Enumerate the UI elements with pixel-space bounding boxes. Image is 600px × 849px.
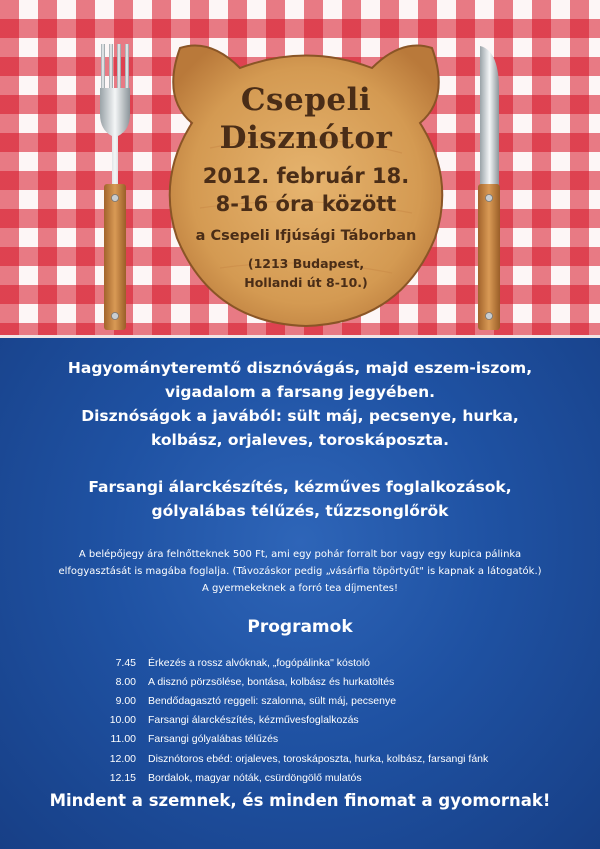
schedule-row — [108, 768, 548, 787]
schedule-time: 7.45 — [115, 656, 136, 669]
ticket-line: elfogyasztását is magába foglalja. (Távozáskor pedig „vásárfia töpörtyűt" is kapnak a látogatók.) — [58, 566, 542, 577]
pig-board — [150, 28, 462, 330]
schedule-desc: Farsangi álarckészítés, kézművesfoglalkozás — [148, 714, 359, 727]
title-line-1: Csepeli — [240, 82, 372, 118]
ticket-info — [20, 546, 580, 597]
schedule-desc: Farsangi gólyalábas télűzés — [148, 733, 279, 746]
activities-line: Farsangi álarckészítés, kézműves foglalkozások, — [88, 478, 512, 496]
schedule-row — [108, 653, 548, 672]
address-line-1: (1213 Budapest, — [247, 256, 365, 271]
activities-text — [0, 475, 600, 523]
schedule-row — [108, 672, 548, 691]
schedule-time: 11.00 — [110, 733, 136, 746]
schedule-time: 9.00 — [115, 694, 136, 707]
knife-icon — [472, 46, 506, 330]
schedule-time: 8.00 — [115, 675, 136, 688]
intro-line: kolbász, orjaleves, toroskáposzta. — [150, 431, 450, 449]
schedule-desc: Érkezés a rossz alvóknak, „fogópálinka" kóstoló — [148, 656, 371, 669]
program-schedule — [108, 653, 548, 787]
schedule-desc: Bendődagasztó reggeli: szalonna, sült máj, pecsenye — [148, 694, 397, 707]
schedule-desc: Bordalok, magyar nóták, csürdöngölő mulatós — [148, 771, 362, 784]
schedule-row — [108, 749, 548, 768]
fork-icon — [96, 44, 136, 330]
activities-line: gólyalábas télűzés, tűzzsonglőrök — [151, 502, 449, 520]
program-title: Programok — [247, 617, 353, 637]
intro-line: vigadalom a farsang jegyében. — [164, 383, 436, 401]
event-time: 8-16 óra között — [215, 192, 397, 216]
schedule-row — [108, 711, 548, 730]
schedule-row — [108, 691, 548, 710]
event-venue: a Csepeli Ifjúsági Táborban — [195, 228, 417, 244]
schedule-time: 10.00 — [109, 714, 136, 727]
ticket-line: A gyermekeknek a forró tea díjmentes! — [202, 583, 398, 594]
title-line-2: Disznótor — [219, 120, 393, 156]
address-line-2: Hollandi út 8-10.) — [244, 275, 368, 290]
schedule-desc: A disznó pörzsölése, bontása, kolbász és hurkatöltés — [148, 675, 395, 688]
footer-slogan: Mindent a szemnek, és minden finomat a gyomornak! — [49, 791, 551, 810]
intro-line: Disznóságok a javából: sült máj, pecsenye, hurka, — [81, 407, 519, 425]
schedule-desc: Disznótoros ebéd: orjaleves, toroskáposzta, hurka, kolbász, farsangi fánk — [148, 752, 489, 765]
schedule-row — [108, 730, 548, 749]
intro-line: Hagyományteremtő disznóvágás, majd eszem-iszom, — [67, 359, 533, 377]
ticket-line: A belépőjegy ára felnőtteknek 500 Ft, ami egy pohár forralt bor vagy egy kupica pálinka — [78, 549, 522, 560]
event-date: 2012. február 18. — [202, 164, 410, 188]
schedule-time: 12.00 — [109, 752, 136, 765]
schedule-time: 12.15 — [109, 771, 136, 784]
intro-text — [0, 356, 600, 452]
